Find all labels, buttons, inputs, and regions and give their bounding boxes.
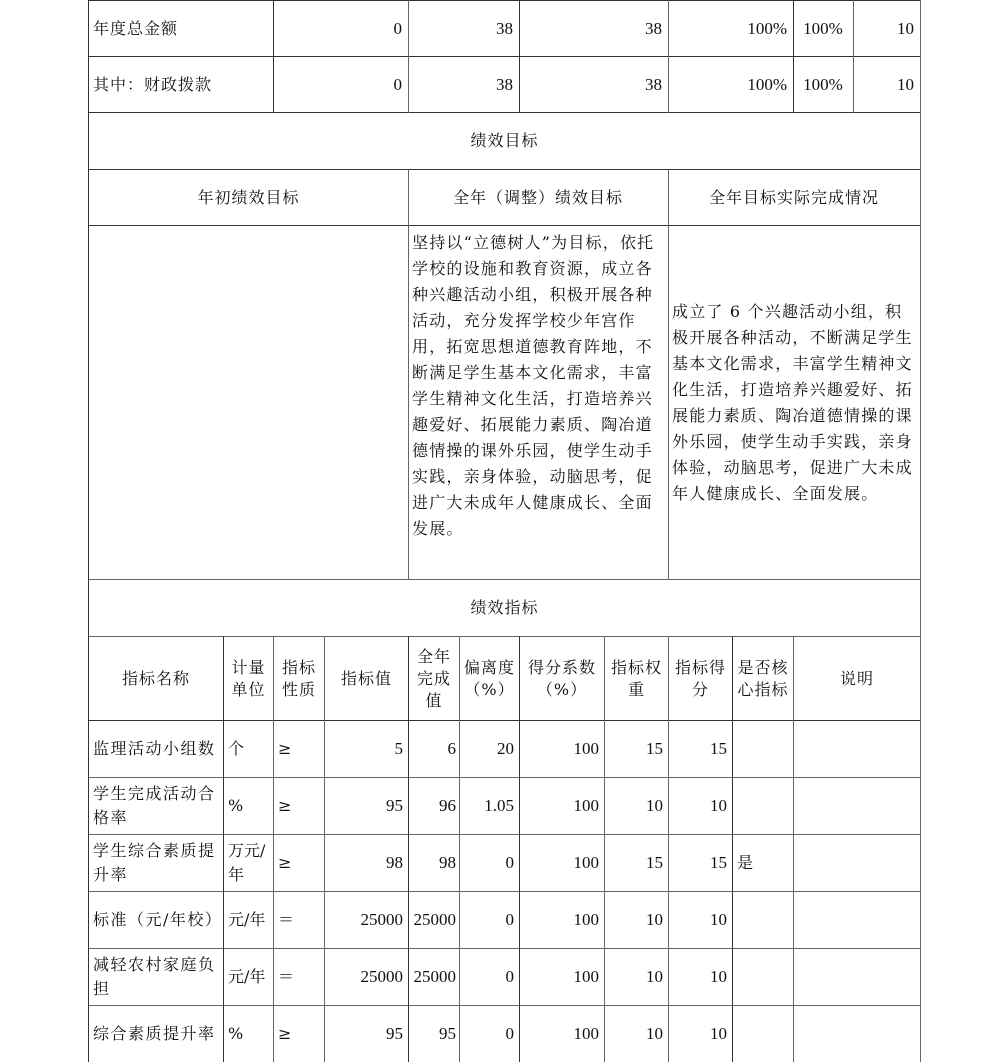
indicator-target: 25000 — [360, 910, 403, 929]
header-score: 指标得分 — [674, 657, 726, 699]
budget-initial: 0 — [393, 74, 402, 94]
indicator-weight: 10 — [646, 1024, 663, 1043]
indicator-deviation: 0 — [505, 1024, 514, 1043]
indicator-weight: 15 — [646, 739, 663, 758]
actual-completion-cell — [668, 226, 920, 579]
indicator-deviation: 0 — [505, 910, 514, 929]
indicator-target: 5 — [394, 739, 403, 758]
budget-execution-rate: 100% — [747, 18, 787, 38]
indicator-name: 标准（元/年校） — [93, 910, 223, 929]
indicator-unit: 元/年 — [228, 967, 266, 986]
budget-score-ratio: 100% — [803, 74, 843, 94]
indicator-unit: 万元/年 — [228, 841, 266, 884]
indicator-completed: 25000 — [413, 967, 456, 986]
indicator-name: 学生综合素质提升率 — [93, 841, 216, 884]
indicator-deviation: 0 — [505, 853, 514, 872]
indicator-core — [733, 1006, 794, 1062]
indicator-target: 95 — [386, 796, 403, 815]
indicator-unit: % — [228, 1024, 244, 1043]
budget-initial: 0 — [393, 18, 402, 38]
indicator-note — [794, 835, 920, 891]
indicator-name: 监理活动小组数 — [93, 739, 216, 758]
budget-execution-rate: 100% — [747, 74, 787, 94]
indicator-coefficient: 100 — [573, 853, 599, 872]
grid-line — [920, 0, 921, 1062]
indicator-core — [733, 721, 794, 777]
indicator-core — [733, 949, 794, 1005]
indicator-completed: 96 — [439, 796, 456, 815]
header-target: 指标值 — [340, 668, 392, 688]
indicator-name: 综合素质提升率 — [93, 1024, 216, 1043]
indicator-coefficient: 100 — [573, 910, 599, 929]
initial-goal-text — [89, 226, 408, 579]
header-name: 指标名称 — [121, 668, 190, 688]
indicator-nature: ≥ — [278, 853, 292, 872]
budget-executed: 38 — [645, 74, 662, 94]
indicators-section-title: 绩效指标 — [470, 598, 539, 617]
indicator-name: 学生完成活动合格率 — [93, 784, 216, 827]
indicator-weight: 10 — [646, 796, 663, 815]
budget-label: 其中：财政拨款 — [93, 74, 213, 94]
header-weight: 指标权重 — [610, 657, 662, 699]
col-actual-completion: 全年目标实际完成情况 — [708, 187, 879, 207]
indicator-completed: 95 — [439, 1024, 456, 1043]
col-initial-goal: 年初绩效目标 — [197, 187, 300, 207]
indicator-coefficient: 100 — [573, 739, 599, 758]
header-completed: 全年完成值 — [417, 646, 452, 710]
indicator-target: 95 — [386, 1024, 403, 1043]
budget-adjusted: 38 — [496, 18, 513, 38]
indicator-nature: ≥ — [278, 796, 292, 815]
indicator-weight: 15 — [646, 853, 663, 872]
indicator-nature: ≥ — [278, 1024, 292, 1043]
indicator-deviation: 20 — [497, 739, 514, 758]
budget-adjusted: 38 — [496, 74, 513, 94]
header-deviation: 偏离度（%） — [463, 657, 515, 699]
indicator-unit: 元/年 — [228, 910, 266, 929]
adjusted-goal-text: 坚持以“立德树人”为目标，依托学校的设施和教育资源，成立各种兴趣活动小组，积极开展各种活动，充分发挥学校少年宫作用，拓宽思想道德教育阵地，不断满足学生基本文化需求，丰富学生精神文化生活，打造培养兴趣爱好、拓展能力素质、陶冶道德情操的课外乐园，使学生动手实践，亲身体验，动脑思考，促进广大未成年人健康成长、全面发展。 — [412, 233, 655, 538]
indicator-target: 98 — [386, 853, 403, 872]
goals-section-title: 绩效目标 — [470, 131, 539, 150]
budget-label: 年度总金额 — [93, 18, 179, 38]
indicator-score: 15 — [710, 739, 727, 758]
indicator-nature: ≥ — [278, 739, 292, 758]
indicator-unit: 个 — [228, 739, 245, 758]
indicator-score: 10 — [710, 910, 727, 929]
indicator-nature: ＝ — [278, 967, 295, 986]
indicator-coefficient: 100 — [573, 967, 599, 986]
indicator-note — [794, 892, 920, 948]
indicator-note — [794, 949, 920, 1005]
indicator-name: 减轻农村家庭负担 — [93, 955, 216, 998]
indicator-completed: 6 — [447, 739, 456, 758]
indicator-weight: 10 — [646, 910, 663, 929]
indicator-score: 10 — [710, 796, 727, 815]
indicator-score: 10 — [710, 967, 727, 986]
indicator-deviation: 1.05 — [484, 796, 514, 815]
indicator-core: 是 — [737, 853, 754, 872]
indicator-note — [794, 1006, 920, 1062]
indicator-unit: % — [228, 796, 244, 815]
indicator-completed: 25000 — [413, 910, 456, 929]
indicator-core — [733, 892, 794, 948]
actual-completion-text: 成立了 6 个兴趣活动小组，积极开展各种活动，不断满足学生基本文化需求，丰富学生精神文化生活，打造培养兴趣爱好、拓展能力素质、陶冶道德情操的课外乐园，使学生动手实践，亲身体验，动脑思考，促进广大未成年人健康成长、全面发展。 — [672, 301, 913, 503]
indicator-deviation: 0 — [505, 967, 514, 986]
indicator-target: 25000 — [360, 967, 403, 986]
indicator-note — [794, 778, 920, 834]
indicator-core — [733, 778, 794, 834]
indicator-score: 10 — [710, 1024, 727, 1043]
indicator-score: 15 — [710, 853, 727, 872]
indicator-note — [794, 721, 920, 777]
indicator-coefficient: 100 — [573, 796, 599, 815]
header-note: 说明 — [839, 668, 874, 688]
budget-score-ratio: 100% — [803, 18, 843, 38]
budget-score: 10 — [897, 74, 914, 94]
header-coefficient: 得分系数（%） — [527, 657, 596, 699]
col-adjusted-goal: 全年（调整）绩效目标 — [452, 187, 623, 207]
budget-score: 10 — [897, 18, 914, 38]
header-core: 是否核心指标 — [737, 657, 789, 699]
indicator-completed: 98 — [439, 853, 456, 872]
indicator-nature: ＝ — [278, 910, 295, 929]
indicator-coefficient: 100 — [573, 1024, 599, 1043]
header-unit: 计量单位 — [231, 657, 266, 699]
budget-executed: 38 — [645, 18, 662, 38]
header-nature: 指标性质 — [281, 657, 316, 699]
indicator-weight: 10 — [646, 967, 663, 986]
